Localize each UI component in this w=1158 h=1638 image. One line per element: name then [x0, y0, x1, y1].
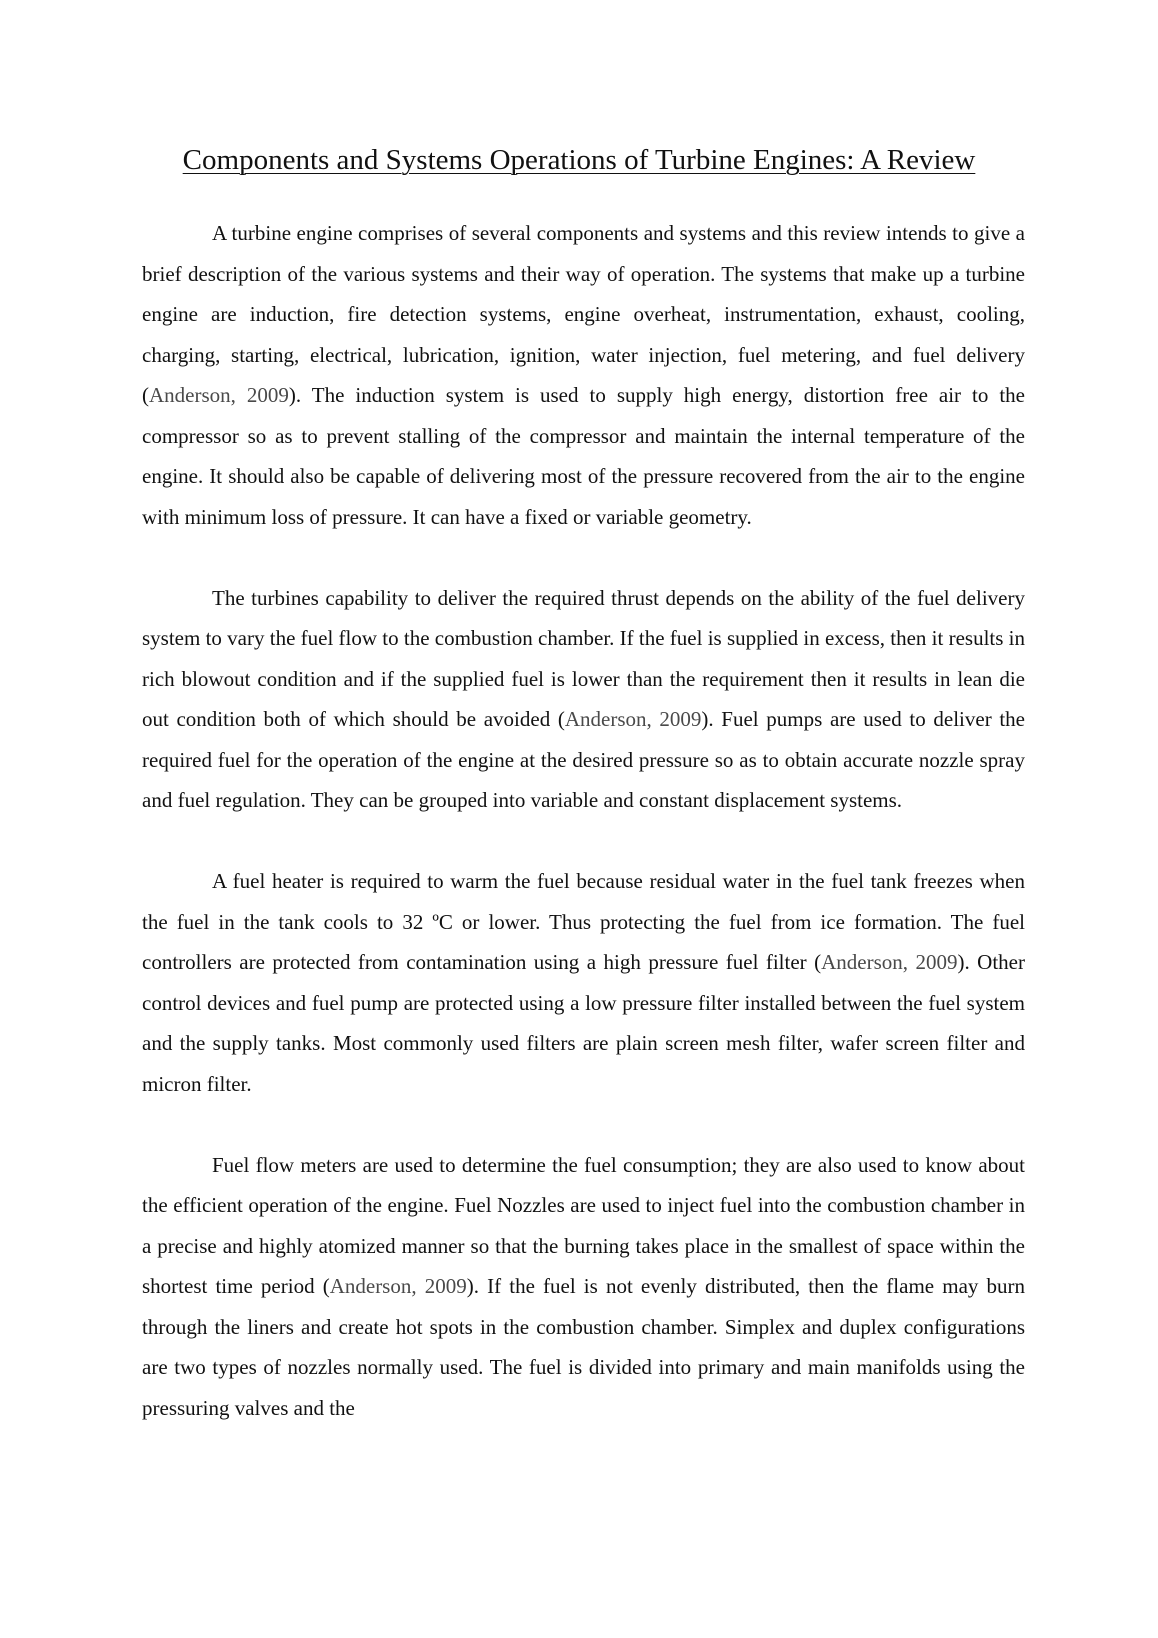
document-body [142, 213, 1025, 1469]
paragraph-fuel-flow-meters [142, 1145, 1025, 1429]
paragraph-text: A fuel heater is required to warm the fuel because residual water in the fuel tank freezes when the fuel in the tank cools to 32 ºC or lower. Thus protecting the fuel from ice formation. The fuel controllers are protected from contamination using a high pressure fuel filter ( [142, 869, 1025, 974]
citation-link[interactable]: Anderson, 2009 [149, 383, 289, 407]
paragraph-text: A turbine engine comprises of several components and systems and this review intends to give a brief description of the various systems and their way of operation. The systems that make up a turbine engine are induction, fire detection systems, engine overheat, instrumentation, exhaust, cooling, charging, starting, electrical, lubrication, ignition, water injection, fuel metering, and fuel delivery ( [142, 221, 1025, 407]
paragraph-text: ). If the fuel is not evenly distributed, then the flame may burn through the liners and create hot spots in the combustion chamber. Simplex and duplex configurations are two types of nozzles normally used. The fuel is divided into primary and main manifolds using the pressuring valves and the [142, 1274, 1026, 1420]
paragraph-fuel-delivery [142, 578, 1025, 821]
paragraph-text: Fuel flow meters are used to determine the fuel consumption; they are also used to know about the efficient operation of the engine. Fuel Nozzles are used to inject fuel into the combustion chamber in a precise and highly atomized manner so that the burning takes place in the smallest of space within the shortest time period ( [142, 1152, 1025, 1298]
paragraph-text: The turbines capability to deliver the required thrust depends on the ability of the fuel delivery system to vary the fuel flow to the combustion chamber. If the fuel is supplied in excess, then it results in rich blowout condition and if the supplied fuel is lower than the requirement then it results in lean die out condition both of which should be avoided ( [142, 585, 1025, 731]
citation-link[interactable]: Anderson, 2009 [329, 1274, 467, 1298]
citation-link[interactable]: Anderson, 2009 [564, 707, 702, 731]
title-text: Components and Systems Operations of Turbine Engines: A Review [182, 144, 976, 176]
paragraph-text: ). Fuel pumps are used to deliver the required fuel for the operation of the engine at the desired pressure so as to obtain accurate nozzle spray and fuel regulation. They can be grouped into variable and constant displacement systems. [142, 707, 1025, 812]
document-title [0, 140, 1158, 180]
citation-link[interactable]: Anderson, 2009 [821, 950, 958, 974]
paragraph-text: ). Other control devices and fuel pump are protected using a low pressure filter installed between the fuel system and the supply tanks. Most commonly used filters are plain screen mesh filter, wafer screen filter and micron filter. [142, 950, 1025, 1096]
paragraph-text: ). The induction system is used to supply high energy, distortion free air to the compressor so as to prevent stalling of the compressor and maintain the internal temperature of the engine. It should also be capable of delivering most of the pressure recovered from the air to the engine with minimum loss of pressure. It can have a fixed or variable geometry. [142, 383, 1025, 529]
paragraph-fuel-heater [142, 861, 1025, 1104]
paragraph-induction [142, 213, 1025, 537]
